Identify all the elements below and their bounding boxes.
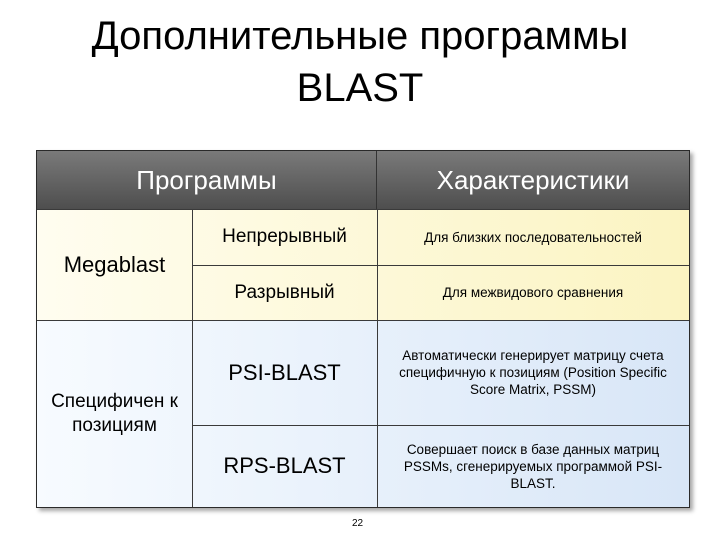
blast-programs-table [36, 150, 690, 508]
divider [192, 209, 193, 507]
program-continuous [192, 209, 377, 265]
group-megablast-label: Megablast [63, 251, 166, 277]
group-megablast [37, 209, 192, 320]
divider [37, 209, 689, 210]
program-continuous-label: Непрерывный [222, 226, 347, 247]
header-characteristics-label: Характеристики [436, 164, 630, 195]
program-psi-blast-label: PSI-BLAST [228, 359, 341, 385]
description-rps-blast [377, 425, 689, 507]
header-characteristics [377, 151, 689, 209]
description-rps-blast-text: Совершает поиск в базе данных матриц PSSMs, сгенерируемых программой PSI-BLAST. [403, 441, 663, 491]
program-discontinuous-label: Разрывный [234, 281, 335, 303]
program-rps-blast-label: RPS-BLAST [223, 453, 346, 478]
description-discontinuous-text: Для межвидового сравнения [442, 285, 624, 300]
divider [377, 209, 378, 507]
header-programs-label: Программы [136, 164, 277, 195]
description-continuous [377, 209, 689, 265]
slide-title-line-1: Дополнительные программы [91, 14, 629, 58]
header-programs [37, 151, 377, 209]
description-psi-blast [377, 320, 689, 425]
program-psi-blast [192, 320, 377, 425]
group-position-specific-label: Специфичен к позициям [51, 390, 178, 436]
description-psi-blast-text: Автоматически генерирует матрицу счета специфичную к позициям (Position Specific Score Matrix, PSSM) [399, 348, 667, 397]
program-discontinuous [192, 265, 377, 320]
description-continuous-text: Для близких последовательностей [424, 229, 642, 245]
group-position-specific [37, 320, 192, 507]
divider [192, 265, 689, 266]
slide-title-line-2: BLAST [296, 66, 424, 110]
divider [37, 320, 689, 321]
description-discontinuous [377, 265, 689, 320]
slide-title [0, 10, 720, 114]
program-rps-blast [192, 425, 377, 507]
page-number: 22 [352, 518, 364, 529]
divider [192, 425, 689, 426]
